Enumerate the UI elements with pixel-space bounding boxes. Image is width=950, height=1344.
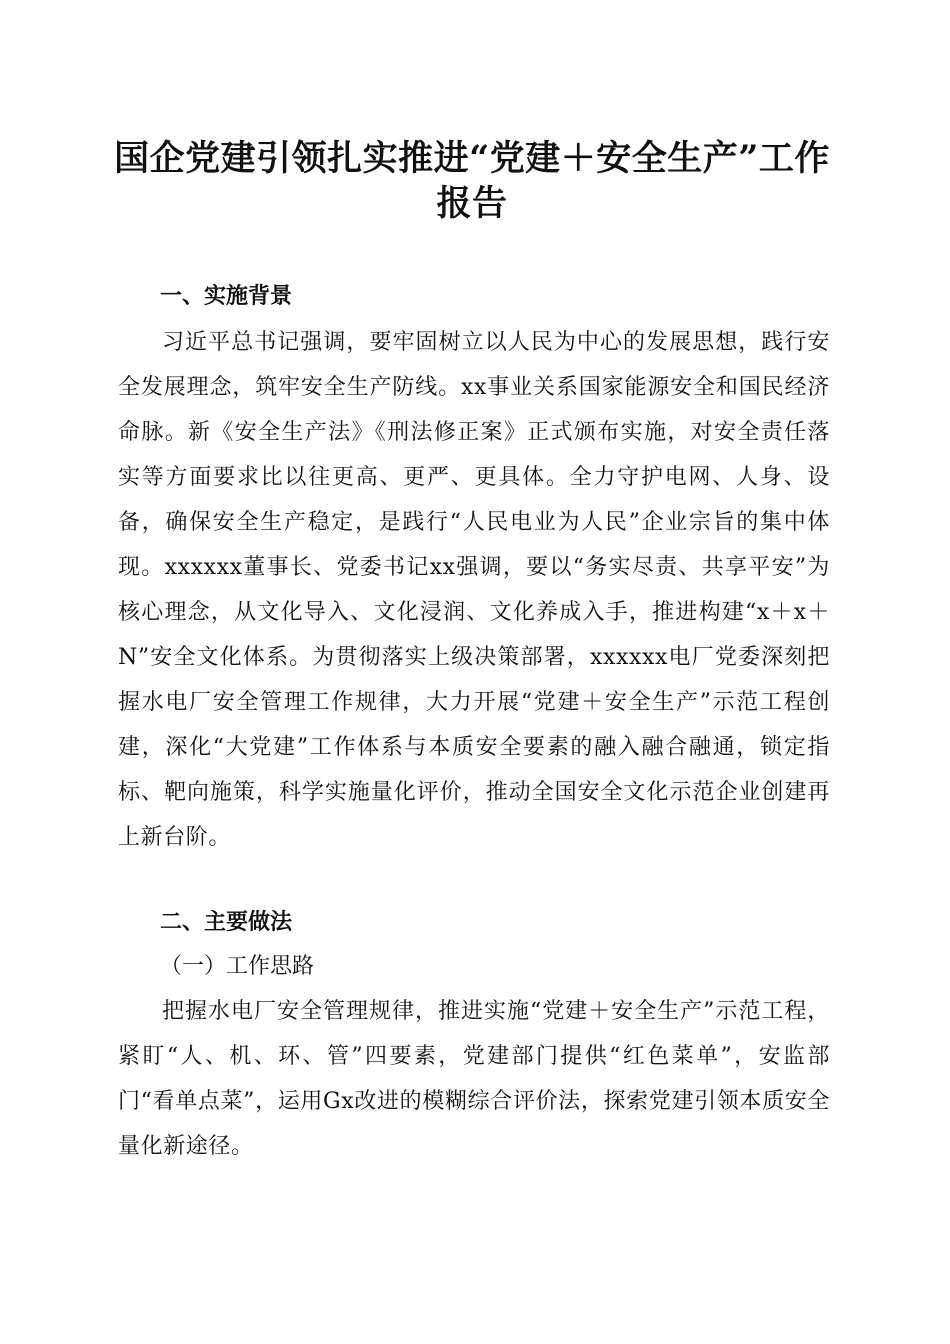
section-heading-main-practices: 二、主要做法 [160, 910, 293, 935]
document-title: 国企党建引领扎实推进“党建＋安全生产”工作报告 [114, 138, 830, 224]
section-heading-background: 一、实施背景 [160, 284, 293, 309]
paragraph-background: 习近平总书记强调，要牢固树立以人民为中心的发展思想，践行安全发展理念，筑牢安全生产防线。xx事业关系国家能源安全和国民经济命脉。新《安全生产法》《刑法修正案》正式颁布实施，对安全责任落实等方面要求比以往更高、更严、更具体。全力守护电网、人身、设备，确保安全生产稳定，是践行“人民电业为人民”企业宗旨的集中体现。xxxxxx董事长、党委书记xx强调，要以“务实尽责、共享平安”为核心理念，从文化导入、文化浸润、文化养成入手，推进构建“x＋x＋N”安全文化体系。为贯彻落实上级决策部署，xxxxxx电厂党委深刻把握水电厂安全管理工作规律，大力开展“党建＋安全生产”示范工程创建，深化“大党建”工作体系与本质安全要素的融入融合融通，锁定指标、靶向施策，科学实施量化评价，推动全国安全文化示范企业创建再上新台阶。 [118, 330, 830, 850]
paragraph-work-approach: 把握水电厂安全管理规律，推进实施“党建＋安全生产”示范工程，紧盯“人、机、环、管”四要素，党建部门提供“红色菜单”，安监部门“看单点菜”，运用Gx改进的模糊综合评价法，探索党建引领本质安全量化新途径。 [118, 999, 830, 1159]
subsection-heading-work-approach: （一）工作思路 [160, 954, 315, 979]
